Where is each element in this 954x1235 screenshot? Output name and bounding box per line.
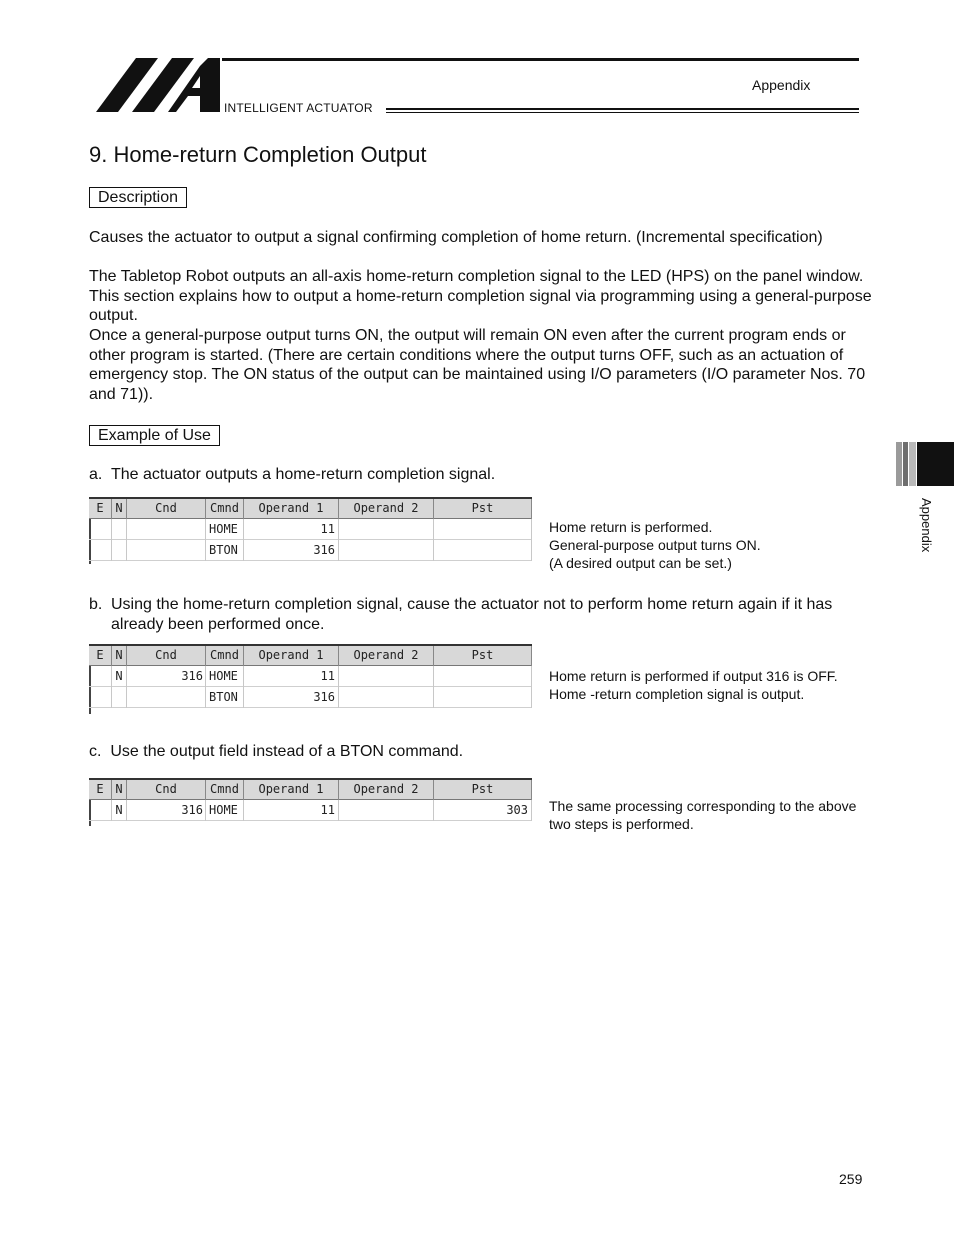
cell-pst [434, 687, 532, 708]
col-cnd: Cnd [127, 646, 206, 666]
cell-cnd [127, 540, 206, 561]
cell-operand1: 316 [244, 540, 339, 561]
cell-operand1: 11 [244, 666, 339, 687]
col-cmnd: Cmnd [206, 499, 244, 519]
step-b-text: Using the home-return completion signal, cause the actuator not to perform home return again if it has already been performed once. [111, 596, 833, 633]
header-rule-bottom [386, 108, 859, 110]
col-operand1: Operand 1 [244, 780, 339, 800]
cell-pst [434, 666, 532, 687]
table-row [89, 800, 532, 821]
description-label: Description [89, 187, 187, 208]
step-b-marker: b. [89, 596, 103, 613]
description-paragraph-1: Causes the actuator to output a signal confirming completion of home return. (Incremental specification) [89, 229, 823, 246]
cell-cnd [127, 519, 206, 540]
iai-logo [96, 58, 220, 112]
step-a [89, 466, 495, 484]
col-pst: Pst [434, 499, 532, 519]
header-rule-top [222, 58, 859, 61]
col-cmnd: Cmnd [206, 780, 244, 800]
side-tab-label [912, 498, 942, 578]
description-paragraph-2: The Tabletop Robot outputs an all-axis home-return completion signal to the LED (HPS) on the panel window. This section explains how to output a home-return completion signal via programming using a general-purpose output. [89, 268, 872, 325]
cell-e [89, 666, 112, 687]
col-operand2: Operand 2 [339, 646, 434, 666]
step-b [89, 595, 869, 634]
cell-cnd: 316 [127, 666, 206, 687]
program-table-b [89, 644, 532, 714]
cell-cmnd: HOME [206, 519, 244, 540]
cell-pst [434, 540, 532, 561]
step-a-text: The actuator outputs a home-return completion signal. [110, 466, 496, 483]
cell-operand2 [339, 666, 434, 687]
cell-e [89, 687, 112, 708]
col-operand2: Operand 2 [339, 780, 434, 800]
col-e: E [89, 780, 112, 800]
program-table-c [89, 778, 532, 826]
page-number: 259 [839, 1171, 863, 1187]
program-table-a [89, 497, 532, 564]
col-cnd: Cnd [127, 780, 206, 800]
cell-cmnd: BTON [206, 540, 244, 561]
header-rule-bottom-thin [386, 112, 859, 113]
col-n: N [112, 646, 127, 666]
note-line: Home return is performed if output 316 is OFF. [549, 668, 838, 684]
table-header [89, 644, 532, 666]
cell-cnd: 316 [127, 800, 206, 821]
table-header [89, 778, 532, 800]
note-line: General-purpose output turns ON. [549, 537, 761, 553]
table-header [89, 497, 532, 519]
cell-n: N [112, 666, 127, 687]
cell-n [112, 687, 127, 708]
cell-n: N [112, 800, 127, 821]
note-line: Home -return completion signal is output. [549, 686, 805, 702]
cell-operand1: 11 [244, 800, 339, 821]
col-e: E [89, 499, 112, 519]
cell-cmnd: HOME [206, 800, 244, 821]
step-a-marker: a. [89, 466, 103, 483]
col-operand1: Operand 1 [244, 499, 339, 519]
col-e: E [89, 646, 112, 666]
step-c-marker: c. [89, 743, 102, 760]
cell-cnd [127, 687, 206, 708]
cell-operand1: 11 [244, 519, 339, 540]
cell-e [89, 519, 112, 540]
step-b-notes [549, 667, 838, 703]
col-cnd: Cnd [127, 499, 206, 519]
cell-n [112, 519, 127, 540]
cell-operand2 [339, 687, 434, 708]
cell-n [112, 540, 127, 561]
cell-cmnd: HOME [206, 666, 244, 687]
note-line: The same processing corresponding to the above two steps is performed. [549, 798, 857, 832]
step-c-text: Use the output field instead of a BTON command. [110, 743, 464, 760]
col-n: N [112, 780, 127, 800]
step-c-notes [549, 797, 869, 833]
table-row [89, 687, 532, 708]
example-label: Example of Use [89, 425, 220, 446]
page-title: 9. Home-return Completion Output [89, 142, 427, 167]
cell-operand2 [339, 800, 434, 821]
col-cmnd: Cmnd [206, 646, 244, 666]
step-c [89, 743, 463, 761]
col-n: N [112, 499, 127, 519]
cell-e [89, 800, 112, 821]
col-operand1: Operand 1 [244, 646, 339, 666]
table-row [89, 666, 532, 687]
cell-cmnd: BTON [206, 687, 244, 708]
table-row [89, 519, 532, 540]
side-tab-marker [896, 442, 954, 486]
company-name: INTELLIGENT ACTUATOR [224, 101, 373, 115]
step-a-notes [549, 518, 761, 572]
cell-pst: 303 [434, 800, 532, 821]
section-name: Appendix [752, 77, 811, 93]
cell-operand2 [339, 519, 434, 540]
cell-e [89, 540, 112, 561]
col-pst: Pst [434, 780, 532, 800]
cell-pst [434, 519, 532, 540]
note-line: Home return is performed. [549, 519, 713, 535]
cell-operand1: 316 [244, 687, 339, 708]
note-line: (A desired output can be set.) [549, 555, 732, 571]
col-operand2: Operand 2 [339, 499, 434, 519]
side-tab-text: Appendix [919, 498, 934, 553]
cell-operand2 [339, 540, 434, 561]
description-paragraph-3: Once a general-purpose output turns ON, the output will remain ON even after the current program ends or other program is started. (There are certain conditions where the output turns OFF, such as an actuation of emergency stop. The ON status of the output can be maintained using I/O parameters (I/O parameter Nos. 70 and 71)). [89, 327, 866, 404]
table-row [89, 540, 532, 561]
col-pst: Pst [434, 646, 532, 666]
